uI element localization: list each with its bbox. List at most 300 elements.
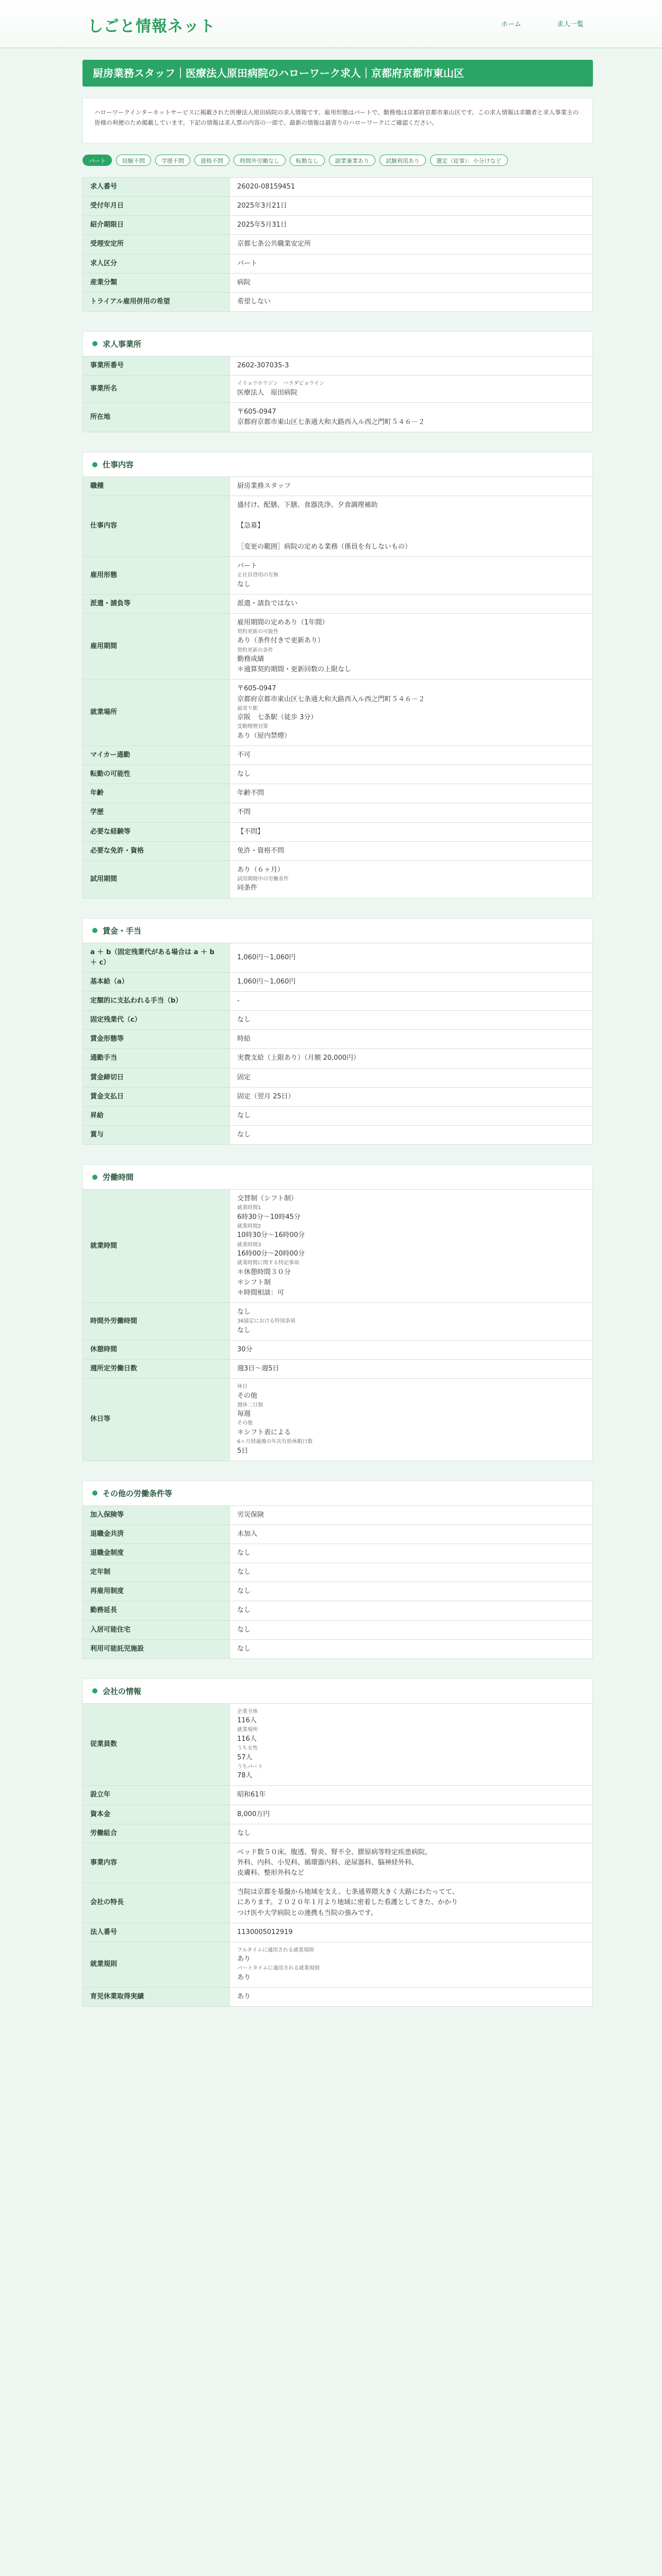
row-sublabel: 就業時間3: [237, 1242, 261, 1248]
row-sublabel: 契約更新の条件: [237, 647, 273, 653]
row-value: [230, 1068, 593, 1087]
row-label: 定年制: [83, 1563, 230, 1582]
row-label: 受理安定所: [83, 235, 230, 254]
detail-sections: [82, 331, 593, 2007]
row-value: [230, 1049, 593, 1068]
row-value-line: 30分: [237, 1345, 253, 1353]
table-row: [83, 1049, 593, 1068]
table-row: [83, 1068, 593, 1087]
row-value-line: -: [237, 996, 240, 1005]
info-section: [82, 452, 593, 899]
row-label: 定額的に支払われる手当（b）: [83, 991, 230, 1010]
row-value: [230, 860, 593, 898]
row-value: [230, 1786, 593, 1805]
row-value-line: 交替制（シフト制）: [237, 1195, 298, 1203]
table-row: [83, 1303, 593, 1341]
row-value: [230, 216, 593, 235]
row-value-line: 6時30分〜10時45分: [237, 1213, 301, 1221]
row-sublabel: 就業時間に関する特記事項: [237, 1260, 299, 1266]
row-label: 年齢: [83, 784, 230, 803]
table-row: [83, 1942, 593, 1987]
row-value: [230, 1703, 593, 1786]
row-value-line: 同条件: [237, 884, 258, 892]
row-value: [230, 292, 593, 311]
row-label: 求人番号: [83, 178, 230, 197]
row-label: 賃金締切日: [83, 1068, 230, 1087]
row-value: [230, 822, 593, 841]
row-value: [230, 784, 593, 803]
table-row: [83, 1883, 593, 1923]
row-value: [230, 1125, 593, 1144]
row-value: [230, 376, 593, 403]
row-value-line: 【急募】: [237, 522, 264, 530]
row-value-line: 京都府京都市東山区七条通大和大路西入ル西之門町５４６－２: [237, 418, 425, 426]
row-label: 通勤手当: [83, 1049, 230, 1068]
table-row: [83, 178, 593, 197]
row-label: 基本給（a）: [83, 972, 230, 991]
table-row: [83, 943, 593, 972]
row-sublabel: 休日: [237, 1384, 247, 1390]
row-value-line: 78人: [237, 1772, 253, 1780]
row-value-line: 当院は京都を基盤から地域を支え、七条通界隈大きく大路にわたってて、: [237, 1888, 459, 1896]
row-value: [230, 477, 593, 496]
row-label: 仕事内容: [83, 496, 230, 557]
row-label: 育児休業取得実績: [83, 1988, 230, 2007]
row-label: 賃金支払日: [83, 1087, 230, 1106]
table-row: [83, 613, 593, 680]
section-bullet-icon: [92, 1175, 97, 1180]
feature-badge[interactable]: 経験不問: [116, 155, 151, 166]
row-value-line: なし: [237, 1568, 251, 1577]
row-value-line: なし: [237, 1645, 251, 1653]
section-heading: [82, 452, 593, 477]
table-row: [83, 680, 593, 746]
row-label: 産業分類: [83, 273, 230, 292]
table-row: [83, 745, 593, 765]
table-row: [83, 496, 593, 557]
row-label: 職種: [83, 477, 230, 496]
row-value-line: 26020-08159451: [237, 183, 295, 191]
row-value-line: 毎週: [237, 1410, 251, 1418]
feature-badges: [82, 155, 593, 170]
table-row: [83, 1190, 593, 1303]
feature-badge[interactable]: パート: [82, 155, 112, 166]
row-value-line: 年齢不問: [237, 789, 264, 798]
row-value: [230, 1883, 593, 1923]
row-label: 時間外労働時間: [83, 1303, 230, 1341]
row-value: [230, 1087, 593, 1106]
nav-home-link[interactable]: ホーム: [501, 21, 522, 28]
row-value-line: なし: [237, 580, 251, 588]
table-row: [83, 1824, 593, 1843]
row-value: [230, 356, 593, 375]
table-row: [83, 1786, 593, 1805]
info-section: [82, 1679, 593, 2007]
row-value-line: なし: [237, 1587, 251, 1596]
row-label: 派遣・請負等: [83, 594, 230, 613]
table-row: [83, 1639, 593, 1658]
row-label: 賃金形態等: [83, 1030, 230, 1049]
table-row: [83, 1805, 593, 1824]
section-bullet-icon: [92, 928, 97, 933]
row-label: マイカー通勤: [83, 745, 230, 765]
section-heading: [82, 331, 593, 356]
table-row: [83, 1125, 593, 1144]
page-title: 厨房業務スタッフ｜医療法人原田病院のハローワーク求人｜京都府京都市東山区: [82, 60, 593, 87]
row-value: [230, 1824, 593, 1843]
row-label: 法人番号: [83, 1923, 230, 1942]
row-label: 試用期間: [83, 860, 230, 898]
row-value: [230, 1379, 593, 1461]
row-value: [230, 803, 593, 822]
section-bullet-icon: [92, 1688, 97, 1693]
info-section: [82, 331, 593, 432]
row-label: 再雇用制度: [83, 1582, 230, 1601]
row-value-line: 1,060円〜1,060円: [237, 953, 296, 961]
row-value: [230, 1190, 593, 1303]
row-value-line: なし: [237, 770, 251, 778]
row-value-line: 京阪 七条駅（徒歩 3分）: [237, 714, 318, 722]
row-value-line: 116人: [237, 1717, 257, 1725]
row-value: [230, 1524, 593, 1544]
row-label: 入居可能住宅: [83, 1620, 230, 1639]
row-label: 就業場所: [83, 680, 230, 746]
info-section: [82, 918, 593, 1145]
table-row: [83, 991, 593, 1010]
row-label: 事業内容: [83, 1843, 230, 1883]
overview-section: [82, 177, 593, 312]
section-table: [82, 1505, 593, 1659]
job-detail-page: [82, 60, 593, 2007]
row-label: 退職金共済: [83, 1524, 230, 1544]
row-value-line: 固定（翌月 25日）: [237, 1092, 295, 1100]
section-title: 賃金・手当: [103, 926, 142, 936]
section-table: [82, 943, 593, 1145]
row-value-line: 【不問】: [237, 827, 264, 836]
table-row: [83, 197, 593, 216]
intro-text: ハローワークインターネットサービスに掲載された医療法人原田病院の求人情報です。雇用形態はパートで、勤務地は京都府京都市東山区です。この求人情報は求職者と求人事業主の皆様の利便のため掲載しています。下記の情報は求人票の内容の一部で、最新の情報は最寄りのハローワークにご確認ください。: [82, 98, 593, 143]
section-heading: [82, 1164, 593, 1189]
row-value-line: 雇用期間の定めあり（1年間）: [237, 618, 329, 626]
section-bullet-icon: [92, 462, 97, 467]
table-row: [83, 1505, 593, 1524]
overview-table: [82, 177, 593, 312]
row-value-line: 2025年3月21日: [237, 202, 287, 210]
row-label: 紹介期限日: [83, 216, 230, 235]
row-sublabel: うち女性: [237, 1745, 258, 1752]
table-row: [83, 803, 593, 822]
row-value: [230, 1106, 593, 1125]
table-row: [83, 1703, 593, 1786]
row-value-line: 未加入: [237, 1530, 258, 1538]
info-section: [82, 1164, 593, 1461]
row-value-line: その他: [237, 1392, 258, 1400]
row-label: 必要な免許・資格: [83, 841, 230, 860]
row-value-line: 116人: [237, 1735, 257, 1743]
row-value: [230, 1582, 593, 1601]
row-value: [230, 235, 593, 254]
row-value-line: なし: [237, 1606, 251, 1615]
row-value-line: 医療法人 原田病院: [237, 388, 298, 397]
row-value-line: 不問: [237, 808, 251, 817]
site-logo[interactable]: しごと情報ネット: [88, 18, 216, 36]
row-label: 週所定労働日数: [83, 1360, 230, 1379]
row-value-line: あり: [237, 1973, 251, 1981]
row-value-line: 厨房業務スタッフ: [237, 482, 291, 490]
table-row: [83, 1106, 593, 1125]
row-value-line: ＊時間相談：可: [237, 1289, 285, 1297]
row-label: 雇用形態: [83, 556, 230, 594]
row-value-line: なし: [237, 1308, 251, 1316]
row-sublabel: 就業時間1: [237, 1205, 261, 1211]
feature-badge[interactable]: 時間外労働なし: [234, 155, 286, 166]
row-value-line: なし: [237, 1625, 251, 1634]
table-row: [83, 376, 593, 403]
row-label: 事業所番号: [83, 356, 230, 375]
row-value: [230, 613, 593, 680]
row-value-line: ＊シフト表による: [237, 1428, 291, 1436]
row-value: [230, 745, 593, 765]
row-sublabel: 就業場所: [237, 1727, 258, 1733]
section-bullet-icon: [92, 1490, 97, 1496]
row-value-line: 盛付け、配膳、下膳、食器洗浄、夕食調理補助: [237, 501, 378, 510]
row-value: [230, 556, 593, 594]
row-label: 休日等: [83, 1379, 230, 1461]
row-value-line: 固定: [237, 1073, 251, 1081]
row-label: 就業時間: [83, 1190, 230, 1303]
section-heading: [82, 1481, 593, 1505]
section-table: [82, 1189, 593, 1461]
row-label: 資本金: [83, 1805, 230, 1824]
row-value-line: 2025年5月31日: [237, 221, 287, 229]
row-label: 転勤の可能性: [83, 765, 230, 784]
row-value-line: 免許・資格不問: [237, 846, 285, 855]
site-header: [0, 0, 662, 48]
section-heading: [82, 1679, 593, 1703]
row-value: [230, 1011, 593, 1030]
section-bullet-icon: [92, 341, 97, 346]
table-row: [83, 1340, 593, 1359]
feature-badge[interactable]: 学歴不問: [155, 155, 190, 166]
table-row: [83, 1379, 593, 1461]
row-label: 賞与: [83, 1125, 230, 1144]
table-row: [83, 477, 593, 496]
row-label: 必要な経験等: [83, 822, 230, 841]
row-label: a ＋ b（固定残業代がある場合は a ＋ b ＋ c）: [83, 943, 230, 972]
row-value: [230, 1303, 593, 1341]
row-value-line: 10時30分〜16時00分: [237, 1231, 305, 1240]
table-row: [83, 254, 593, 273]
row-value-line: あり: [237, 1993, 251, 2001]
row-value-line: なし: [237, 1016, 251, 1024]
section-title: 労働時間: [103, 1173, 134, 1182]
row-value-line: 16時00分〜20時00分: [237, 1250, 305, 1258]
row-value: [230, 1620, 593, 1639]
row-sublabel: 企業全体: [237, 1708, 258, 1715]
row-value: [230, 1601, 593, 1620]
row-value-line: 57人: [237, 1753, 253, 1761]
row-label: 事業所名: [83, 376, 230, 403]
section-title: 求人事業所: [103, 339, 142, 349]
row-value: [230, 841, 593, 860]
table-row: [83, 972, 593, 991]
table-row: [83, 402, 593, 432]
row-value: [230, 1923, 593, 1942]
row-value-line: にあります。２０２０年１月より地域に密着した看護としてきた、かかり: [237, 1899, 458, 1907]
row-value-line: 派遣・請負ではない: [237, 599, 298, 607]
row-value-line: ＊休憩時間３０分: [237, 1268, 291, 1276]
nav-job-list-link[interactable]: 求人一覧: [557, 21, 584, 28]
row-value-line: 皮膚科、整形外科など: [237, 1869, 305, 1877]
row-sublabel: 試用期間中の労働条件: [237, 876, 289, 882]
table-row: [83, 841, 593, 860]
row-value-line: 1,060円〜1,060円: [237, 977, 296, 986]
row-sublabel: 6ヶ月経過後の年次有給休暇日数: [237, 1439, 313, 1445]
row-sublabel: 就業時間2: [237, 1223, 261, 1229]
table-row: [83, 1843, 593, 1883]
row-value: [230, 1030, 593, 1049]
row-label: 労働組合: [83, 1824, 230, 1843]
row-value: [230, 402, 593, 432]
row-label: 加入保険等: [83, 1505, 230, 1524]
row-value: [230, 1340, 593, 1359]
row-value-line: 5日: [237, 1447, 249, 1455]
row-value-line: なし: [237, 1829, 251, 1837]
table-row: [83, 822, 593, 841]
row-value-line: 病院: [237, 278, 251, 286]
table-row: [83, 1544, 593, 1563]
feature-badge[interactable]: 資格不問: [194, 155, 229, 166]
feature-badge[interactable]: 副業兼業あり: [329, 155, 375, 166]
table-row: [83, 860, 593, 898]
table-row: [83, 1360, 593, 1379]
table-row: [83, 216, 593, 235]
row-value-line: ［変更の範囲］病院の定める業務（係員を有しないもの）: [237, 543, 412, 551]
row-sublabel: うちパート: [237, 1764, 263, 1770]
table-row: [83, 556, 593, 594]
row-value: [230, 943, 593, 972]
row-value: [230, 1505, 593, 1524]
table-row: [83, 1030, 593, 1049]
row-sublabel: 正社員登用の有無: [237, 572, 278, 579]
section-title: 仕事内容: [103, 460, 134, 470]
row-value-line: パート: [237, 259, 258, 267]
row-value-line: ＊通算契約期間・更新回数の上限なし: [237, 666, 352, 674]
row-label: 設立年: [83, 1786, 230, 1805]
row-sublabel: 最寄り駅: [237, 705, 258, 711]
row-value-line: なし: [237, 1549, 251, 1557]
table-row: [83, 1582, 593, 1601]
row-value-line: 労災保険: [237, 1511, 264, 1519]
row-sublabel: 受動喫煙対策: [237, 724, 268, 730]
row-value: [230, 972, 593, 991]
row-label: 利用可能託児施設: [83, 1639, 230, 1658]
table-row: [83, 1988, 593, 2007]
row-value: [230, 1843, 593, 1883]
table-row: [83, 1011, 593, 1030]
row-value-line: 実費支給（上限あり）（月額 20,000円）: [237, 1054, 360, 1062]
row-value: [230, 1988, 593, 2007]
row-value: [230, 496, 593, 557]
row-value-line: ＊シフト制: [237, 1278, 271, 1286]
table-row: [83, 594, 593, 613]
row-label: 従業員数: [83, 1703, 230, 1786]
row-label: 求人区分: [83, 254, 230, 273]
row-label: 雇用期間: [83, 613, 230, 680]
section-table: [82, 477, 593, 899]
row-label: トライアル雇用併用の希望: [83, 292, 230, 311]
row-sublabel: パートタイムに適用される就業規則: [237, 1965, 320, 1972]
section-table: [82, 1703, 593, 2007]
table-row: [83, 1923, 593, 1942]
feature-badge[interactable]: 試験利用あり: [379, 155, 426, 166]
row-label: 勤務延長: [83, 1601, 230, 1620]
row-value: [230, 178, 593, 197]
table-row: [83, 1620, 593, 1639]
row-sublabel: 36協定における特別条項: [237, 1318, 295, 1325]
table-row: [83, 1601, 593, 1620]
row-value-line: あり: [237, 1955, 251, 1963]
row-value-line: なし: [237, 1130, 251, 1139]
row-value-line: 希望しない: [237, 297, 271, 306]
row-label: 就業規則: [83, 1942, 230, 1987]
row-value-line: [237, 532, 585, 542]
row-value-line: つけ医や大学病院との連携も当院の強みです。: [237, 1909, 377, 1917]
feature-badge[interactable]: 転勤なし: [290, 155, 325, 166]
row-value: [230, 1639, 593, 1658]
table-row: [83, 1087, 593, 1106]
row-value-line: 〒605-0947: [237, 408, 276, 416]
row-value-line: パート: [237, 562, 258, 570]
row-value-line: 2602-307035-3: [237, 361, 289, 369]
info-section: [82, 1481, 593, 1659]
row-value-line: 京都七条公共職業安定所: [237, 240, 311, 248]
section-table: [82, 356, 593, 432]
row-value-line: 時給: [237, 1035, 251, 1043]
section-title: その他の労働条件等: [103, 1488, 173, 1498]
feature-badge[interactable]: 選定（従事）：小分けなど: [430, 155, 508, 166]
row-sublabel: フルタイムに適用される就業規則: [237, 1947, 314, 1953]
table-row: [83, 1563, 593, 1582]
row-value-line: 〒605-0947: [237, 685, 276, 693]
row-value-line: 昭和61年: [237, 1791, 266, 1799]
row-label: 受付年月日: [83, 197, 230, 216]
table-row: [83, 1524, 593, 1544]
row-value-line: なし: [237, 1111, 251, 1120]
row-value: [230, 594, 593, 613]
row-value-line: 京都府京都市東山区七条通大和大路西入ル西之門町５４６－２: [237, 695, 425, 703]
row-label: 会社の特長: [83, 1883, 230, 1923]
row-value-line: あり（６ヶ月）: [237, 866, 285, 874]
row-value: [230, 1805, 593, 1824]
row-value: [230, 1544, 593, 1563]
row-value-line: あり（条件付きで更新あり）: [237, 637, 325, 645]
row-value: [230, 1360, 593, 1379]
row-value-line: あり（屋内禁煙）: [237, 732, 291, 740]
row-value-line: 週3日〜週5日: [237, 1365, 279, 1373]
row-value-line: [237, 511, 585, 521]
row-label: 退職金制度: [83, 1544, 230, 1563]
row-value: [230, 1563, 593, 1582]
row-value-line: ベッド数５０床。腹透、腎炎、腎不全、膠原病等特定疾患病院。: [237, 1848, 432, 1856]
table-row: [83, 765, 593, 784]
table-row: [83, 292, 593, 311]
table-row: [83, 273, 593, 292]
row-sublabel: イリョウホウジン ハラダビョウイン: [237, 381, 325, 387]
row-value-line: 外科、内科、小児科、循環器内科、泌尿器科、脳神経外科、: [237, 1858, 419, 1867]
row-sublabel: 契約更新の可能性: [237, 629, 278, 635]
row-value-line: 不可: [237, 751, 251, 759]
